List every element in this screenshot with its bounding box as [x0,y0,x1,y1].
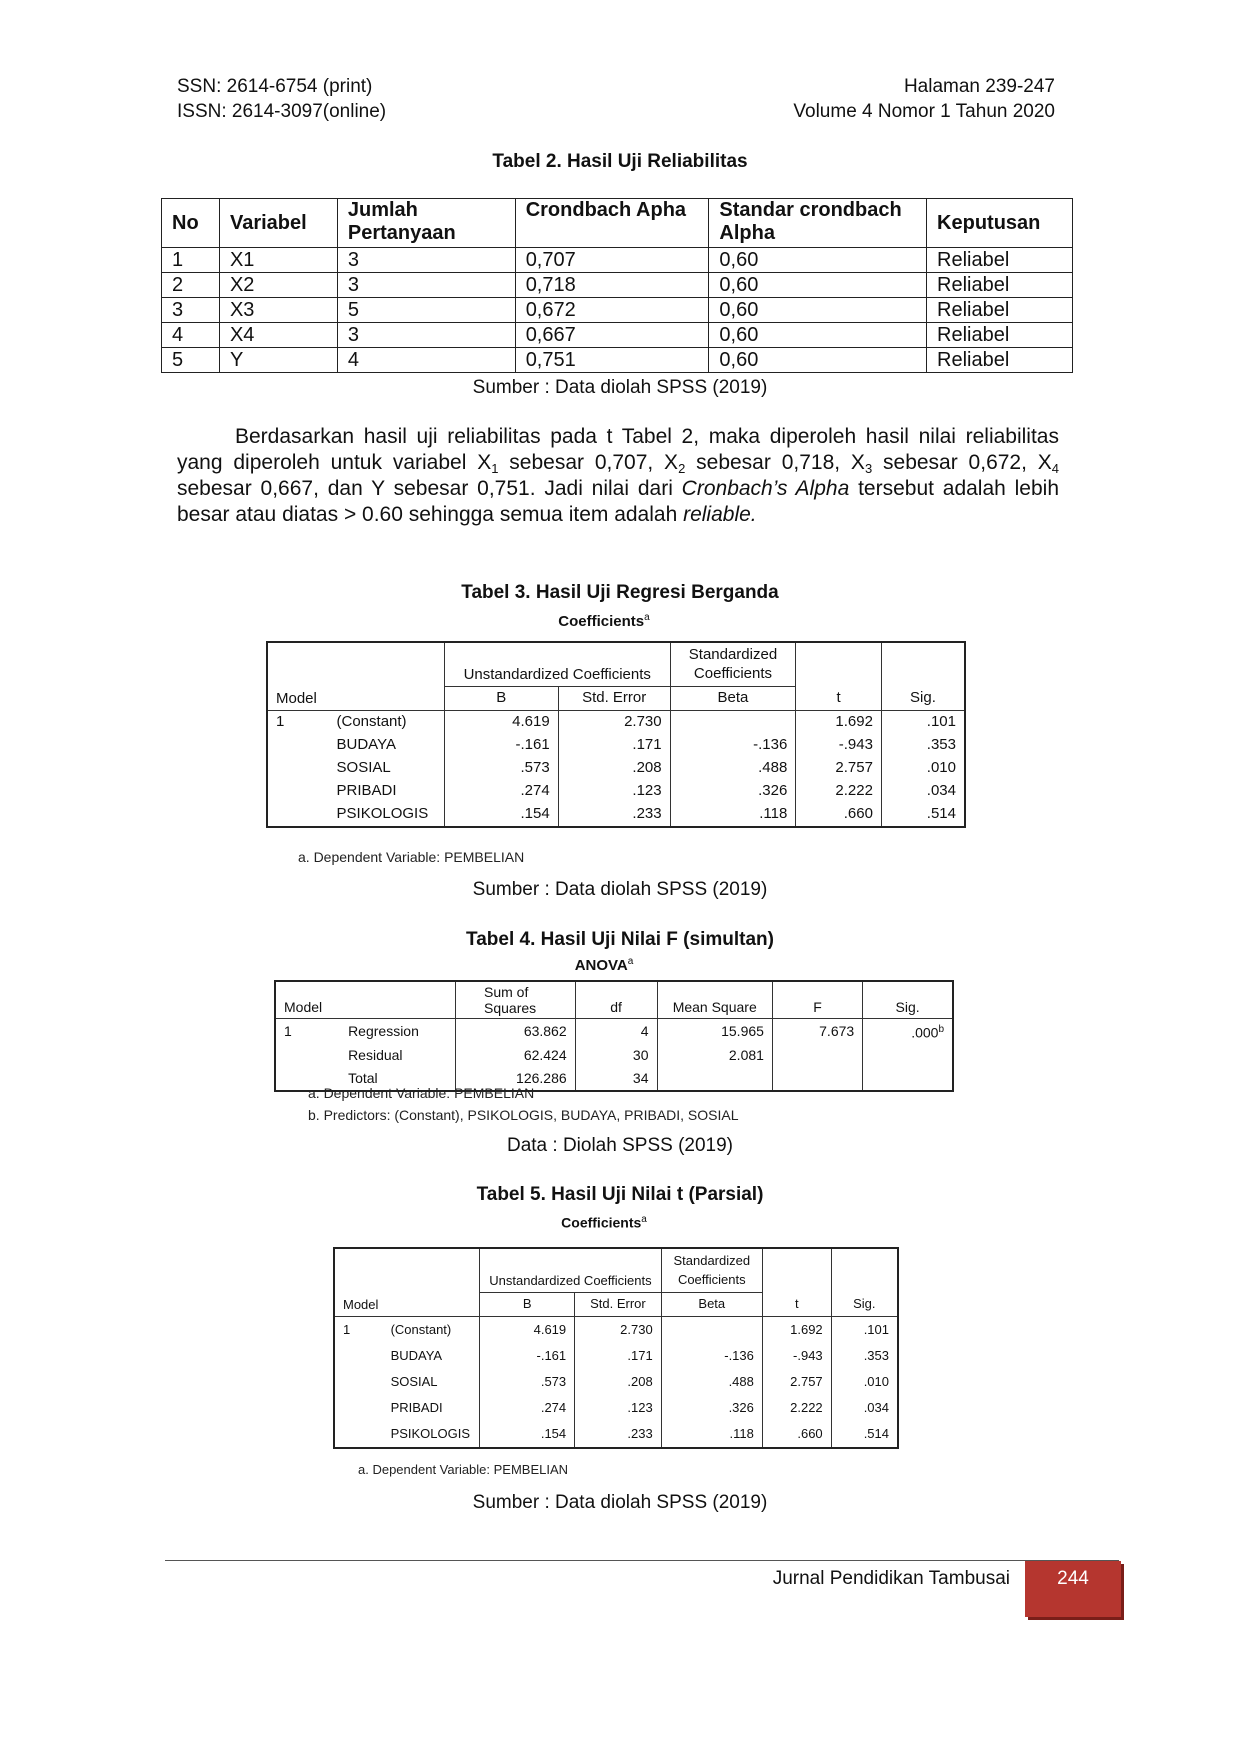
table5-source: Sumber : Data diolah SPSS (2019) [472,1492,768,1513]
cell: 3 [337,323,515,348]
var-name: PSIKOLOGIS [336,805,429,822]
h-beta: Beta [661,1292,762,1316]
corner-cell [267,642,444,686]
footer-rule [165,1560,1119,1561]
cell: X2 [219,273,337,298]
cell: X4 [219,323,337,348]
var-name: (Constant) [336,713,407,730]
var-name: PSIKOLOGIS [390,1425,471,1441]
h-se: Std. Error [558,686,670,710]
h-unstd: Unstandardized Coefficients [444,642,670,686]
volume-info: Volume 4 Nomor 1 Tahun 2020 [793,101,1055,122]
h-std: Standardized Coefficients [670,642,796,686]
spss-title-text: Coefficients [561,1214,642,1231]
para-text: sebesar 0,667, dan Y sebesar 0,751. Jadi nilai dari [177,477,682,500]
table4-source: Data : Diolah SPSS (2019) [506,1135,733,1156]
cell: 4 [575,1019,657,1044]
cell: -.943 [796,734,882,757]
h-ss: Sum of Squares [456,981,576,1019]
spss-title-text: Coefficients [558,613,645,630]
para-text: sebesar 0,707, X [498,451,679,474]
var-name: SOSIAL [390,1373,438,1389]
para-text: sebesar 0,672, X [872,451,1052,474]
cell [657,1067,772,1091]
table4-note-b: b. Predictors: (Constant), PSIKOLOGIS, BUDAYA, PRIBADI, SOSIAL [308,1107,739,1123]
subscript: 4 [1051,461,1060,476]
cell [334,1395,383,1421]
para-text: sebesar 0,718, X [685,451,865,474]
var-name: Total [348,1070,378,1087]
cell: .514 [831,1421,898,1448]
table-row [162,323,1073,348]
cell: 3 [337,273,515,298]
cell: 4 [337,348,515,373]
cell: 4.619 [480,1316,575,1343]
cell: 63.862 [456,1019,576,1044]
var-name: (Constant) [390,1321,452,1337]
cell: 0,60 [709,248,927,273]
table-row [162,348,1073,373]
table2-caption: Tabel 2. Hasil Uji Reliabilitas [492,151,748,172]
var-name: Residual [348,1047,403,1064]
th-crondbach: Crondbach Apha [515,199,709,248]
cell: 4 [162,323,220,348]
table-row [267,710,965,734]
page-range: Halaman 239-247 [903,76,1055,97]
th-variabel: Variabel [219,199,337,248]
h-model: Model [267,686,444,710]
para-text: tersebut adalah lebih besar atau diatas > 0.60 sehingga semua item adalah [177,477,1060,526]
h-std: Standardized Coefficients [661,1248,762,1292]
corner-cell [334,1248,480,1292]
superscript: b [938,1024,944,1035]
cell: 4.619 [444,710,558,734]
cell: 3 [162,298,220,323]
table-row [334,1343,898,1369]
issn-online: ISSN: 2614-3097(online) [177,101,387,122]
h-b: B [480,1292,575,1316]
cell: .353 [831,1343,898,1369]
model-no: 1 [343,1321,351,1337]
h-model: Model [334,1292,480,1316]
cell: 0,672 [515,298,709,323]
issn-print: SSN: 2614-6754 (print) [177,76,373,97]
regression-table [266,641,966,828]
superscript: a [644,612,650,623]
th-standar: Standar crondbach Alpha [709,199,927,248]
h-b: B [444,686,558,710]
cell: .274 [480,1395,575,1421]
cell: 126.286 [456,1067,576,1091]
table-row [162,273,1073,298]
para-italic: reliable. [683,503,757,526]
th-keputusan: Keputusan [927,199,1073,248]
cell: 0,60 [709,348,927,373]
cell: 0,60 [709,273,927,298]
cell: X3 [219,298,337,323]
h-blank-t [762,1248,831,1292]
cell: .573 [480,1369,575,1395]
cell: -.943 [762,1343,831,1369]
cell: .660 [796,803,882,827]
h-ms: Mean Square [657,981,772,1019]
cell: .101 [831,1316,898,1343]
cell: .123 [575,1395,662,1421]
superscript: a [627,956,634,967]
cell: .171 [575,1343,662,1369]
cell: 34 [575,1067,657,1091]
h-sig: Sig. [881,686,965,710]
var-name: BUDAYA [336,736,396,753]
cell: .118 [670,803,796,827]
cell [863,1019,953,1044]
cell [275,1044,340,1067]
cell: Y [219,348,337,373]
table4-spss-title [0,956,1208,974]
table-row [267,803,965,827]
cell: -.161 [480,1343,575,1369]
cell: 5 [337,298,515,323]
var-name: BUDAYA [390,1347,443,1363]
table3-source: Sumber : Data diolah SPSS (2019) [472,879,768,900]
h-model: Model [275,981,456,1019]
cell: 15.965 [657,1019,772,1044]
cell [334,1343,383,1369]
cell: Reliabel [927,348,1073,373]
cell: 2.222 [796,780,882,803]
cell: 3 [337,248,515,273]
cell: 5 [162,348,220,373]
cell: 2.757 [762,1369,831,1395]
cell: -.136 [661,1343,762,1369]
table3-caption: Tabel 3. Hasil Uji Regresi Berganda [461,582,779,603]
table-row [334,1421,898,1448]
cell: 0,667 [515,323,709,348]
cell: 7.673 [772,1019,862,1044]
cell [863,1044,953,1067]
cell: .034 [881,780,965,803]
cell: 0,751 [515,348,709,373]
table2-source: Sumber : Data diolah SPSS (2019) [472,377,768,398]
h-se: Std. Error [575,1292,662,1316]
cell: 2.222 [762,1395,831,1421]
th-no: No [162,199,220,248]
var-name: PRIBADI [390,1399,443,1415]
cell: -.161 [444,734,558,757]
cell [267,734,329,757]
cell [267,803,329,827]
cell: X1 [219,248,337,273]
para-text: Berdasarkan hasil uji reliabilitas pada t Tabel 2, maka diperoleh hasil nilai reliabilitas yang diperoleh untuk variabel X [177,425,1059,474]
table3-spss-title [0,612,1208,630]
table5-spss-title [0,1214,1208,1231]
cell [334,1369,383,1395]
para-italic: Cronbach’s Alpha [681,477,850,500]
cell: 62.424 [456,1044,576,1067]
cell [772,1067,862,1091]
table4-caption: Tabel 4. Hasil Uji Nilai F (simultan) [466,929,774,950]
journal-name: Jurnal Pendidikan Tambusai [772,1568,1010,1589]
subscript: 3 [864,461,873,476]
cell [863,1067,953,1091]
cell: 0,707 [515,248,709,273]
cell: .660 [762,1421,831,1448]
subscript: 1 [491,461,499,476]
cell: .326 [661,1395,762,1421]
h-df: df [575,981,657,1019]
h-sig: Sig. [831,1292,898,1316]
h-t: t [796,686,882,710]
cell: .514 [881,803,965,827]
cell: 2.757 [796,757,882,780]
h-blank-t [796,642,882,686]
table3-note: a. Dependent Variable: PEMBELIAN [298,849,525,865]
cell: .171 [558,734,670,757]
h-unstd: Unstandardized Coefficients [480,1248,661,1292]
th-jumlah: Jumlah Pertanyaan [337,199,515,248]
cell [267,757,329,780]
body-paragraph [177,424,1059,528]
table-row [162,248,1073,273]
cell: .208 [575,1369,662,1395]
cell [267,780,329,803]
cell: 0,60 [709,298,927,323]
cell: 1.692 [796,710,882,734]
h-blank-sig [831,1248,898,1292]
var-name: Regression [348,1023,419,1040]
var-name: SOSIAL [336,759,391,776]
cell: 2.730 [558,710,670,734]
cell: .488 [670,757,796,780]
cell [334,1421,383,1448]
model-no: 1 [276,713,285,730]
h-beta: Beta [670,686,796,710]
model-no: 1 [284,1023,292,1040]
cell: 0,718 [515,273,709,298]
cell: Reliabel [927,248,1073,273]
cell: 2.081 [657,1044,772,1067]
partial-t-table [333,1247,899,1449]
cell: 1.692 [762,1316,831,1343]
table-row [334,1395,898,1421]
table4-note-a: a. Dependent Variable: PEMBELIAN [308,1085,535,1101]
cell: .101 [881,710,965,734]
cell: .573 [444,757,558,780]
cell: .326 [670,780,796,803]
table-row [275,1044,953,1067]
table-row [275,1019,953,1044]
h-t: t [762,1292,831,1316]
table-row [334,1316,898,1343]
table-row [267,734,965,757]
spss-title-text: ANOVA [574,957,628,974]
cell: .034 [831,1395,898,1421]
cell: .010 [881,757,965,780]
table5-note: a. Dependent Variable: PEMBELIAN [358,1462,569,1477]
superscript: a [641,1214,647,1225]
h-blank-sig [881,642,965,686]
h-sig: Sig. [863,981,953,1019]
table-row [267,780,965,803]
table5-caption: Tabel 5. Hasil Uji Nilai t (Parsial) [476,1184,764,1205]
anova-table [274,980,954,1092]
cell: .233 [558,803,670,827]
var-name: PRIBADI [336,782,397,799]
cell: .010 [831,1369,898,1395]
h-f: F [772,981,862,1019]
page-number: 244 [1025,1561,1121,1617]
table-row [162,298,1073,323]
cell: 1 [162,248,220,273]
cell: 2 [162,273,220,298]
cell: Reliabel [927,273,1073,298]
reliability-table [161,198,1073,373]
cell: .353 [881,734,965,757]
cell: 30 [575,1044,657,1067]
table-row [334,1369,898,1395]
table-row [267,757,965,780]
cell: .233 [575,1421,662,1448]
cell: Reliabel [927,298,1073,323]
cell: .154 [480,1421,575,1448]
cell [772,1044,862,1067]
cell [661,1316,762,1343]
cell [670,710,796,734]
cell: .274 [444,780,558,803]
cell: 2.730 [575,1316,662,1343]
cell: Reliabel [927,323,1073,348]
cell: -.136 [670,734,796,757]
subscript: 2 [678,461,686,476]
cell: 0,60 [709,323,927,348]
cell: .123 [558,780,670,803]
cell: .154 [444,803,558,827]
sig-value: .000 [911,1024,939,1041]
cell: .208 [558,757,670,780]
cell: .488 [661,1369,762,1395]
cell: .118 [661,1421,762,1448]
